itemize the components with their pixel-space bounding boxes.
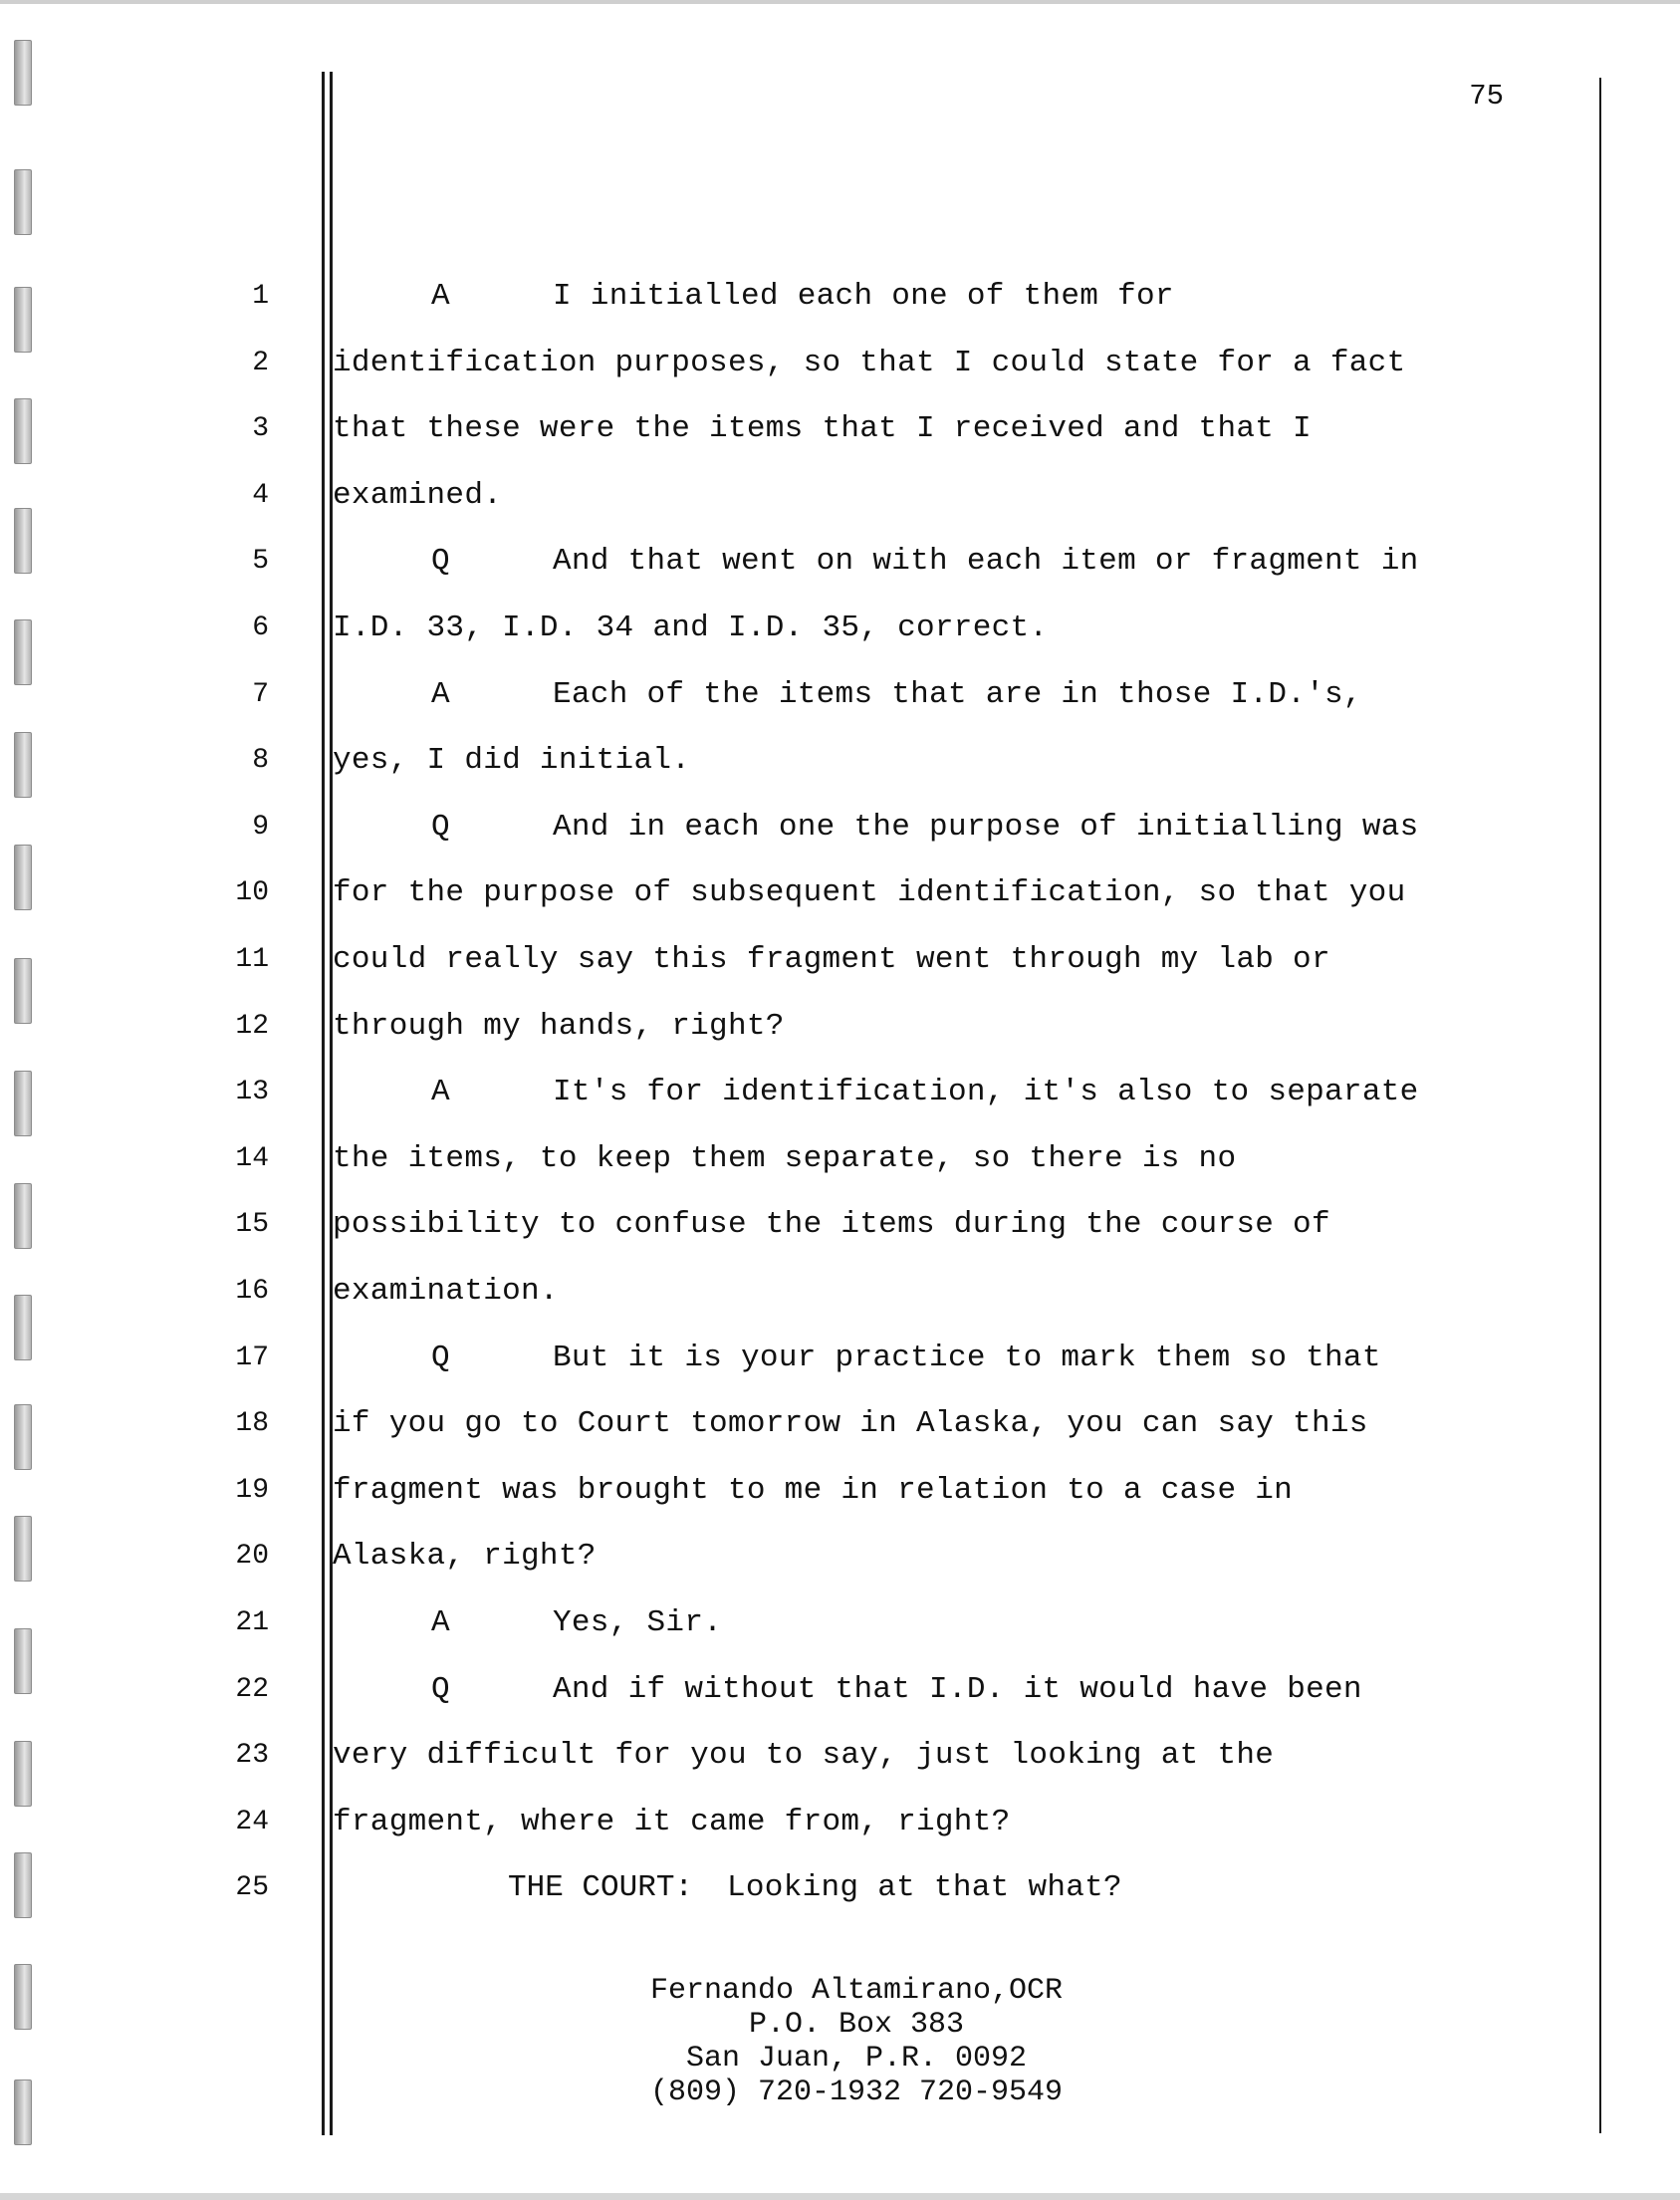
line-number: 20 — [235, 1541, 269, 1572]
speaker-label: A — [431, 279, 450, 314]
reporter-name: Fernando Altamirano,OCR — [649, 1974, 1064, 2008]
punch-hole — [14, 1071, 32, 1136]
testimony-line: Yes, Sir. — [553, 1605, 723, 1640]
line-number: 25 — [235, 1872, 269, 1903]
punch-hole — [14, 398, 32, 464]
punch-hole — [14, 1628, 32, 1694]
punch-hole — [14, 1183, 32, 1249]
line-number: 16 — [235, 1276, 269, 1307]
punch-hole — [14, 2079, 32, 2145]
line-number: 1 — [252, 281, 269, 312]
testimony-line: examined. — [333, 478, 503, 513]
punch-hole — [14, 845, 32, 910]
punch-hole — [14, 619, 32, 685]
line-number: 17 — [235, 1343, 269, 1373]
page-number: 75 — [1469, 80, 1504, 113]
testimony-line: It's for identification, it's also to separate — [553, 1075, 1419, 1109]
testimony-line: through my hands, right? — [333, 1009, 785, 1044]
line-number: 23 — [235, 1740, 269, 1771]
page-bottom-edge — [0, 2193, 1680, 2200]
reporter-phone: (809) 720-1932 720-9549 — [649, 2076, 1064, 2109]
testimony-line: the items, to keep them separate, so there is no — [333, 1141, 1237, 1176]
line-number: 13 — [235, 1077, 269, 1107]
left-margin-rule — [322, 72, 325, 2135]
testimony-line: And that went on with each item or fragment in — [553, 544, 1419, 579]
testimony-line: yes, I did initial. — [333, 743, 691, 778]
line-number: 24 — [235, 1807, 269, 1837]
testimony-line: But it is your practice to mark them so that — [553, 1341, 1381, 1375]
speaker-label: A — [431, 677, 450, 712]
punch-hole — [14, 169, 32, 235]
testimony-line: possibility to confuse the items during the course of — [333, 1207, 1330, 1242]
reporter-city: San Juan, P.R. 0092 — [685, 2042, 1028, 2076]
line-number: 7 — [252, 679, 269, 710]
line-number: 15 — [235, 1209, 269, 1240]
line-number: 18 — [235, 1408, 269, 1439]
line-number: 8 — [252, 745, 269, 776]
line-number: 4 — [252, 480, 269, 511]
line-number: 9 — [252, 812, 269, 843]
punch-hole — [14, 1516, 32, 1582]
speaker-label: Q — [431, 1341, 450, 1375]
testimony-line: for the purpose of subsequent identification, so that you — [333, 875, 1406, 910]
speaker-label: Q — [431, 810, 450, 845]
punch-hole — [14, 40, 32, 106]
testimony-line: Looking at that what? — [727, 1870, 1122, 1905]
line-number: 3 — [252, 413, 269, 444]
testimony-line: if you go to Court tomorrow in Alaska, you can say this — [333, 1406, 1368, 1441]
line-number: 12 — [235, 1011, 269, 1042]
speaker-label: Q — [431, 1672, 450, 1707]
punch-hole — [14, 1741, 32, 1807]
right-margin-rule — [1599, 78, 1601, 2133]
line-number: 5 — [252, 546, 269, 577]
court-label: THE COURT: — [508, 1870, 694, 1905]
testimony-line: And if without that I.D. it would have been — [553, 1672, 1362, 1707]
testimony-line: fragment, where it came from, right? — [333, 1805, 1011, 1839]
testimony-line: Each of the items that are in those I.D.'s, — [553, 677, 1362, 712]
testimony-line: that these were the items that I received and that I — [333, 411, 1312, 446]
speaker-label: Q — [431, 544, 450, 579]
testimony-line: I.D. 33, I.D. 34 and I.D. 35, correct. — [333, 611, 1049, 645]
punch-hole — [14, 1852, 32, 1918]
testimony-line: I initialled each one of them for — [553, 279, 1174, 314]
line-number: 19 — [235, 1475, 269, 1506]
line-number: 6 — [252, 612, 269, 643]
punch-hole — [14, 508, 32, 574]
line-number: 21 — [235, 1607, 269, 1638]
testimony-line: very difficult for you to say, just looking at the — [333, 1738, 1275, 1773]
testimony-line: And in each one the purpose of initialling was — [553, 810, 1419, 845]
testimony-line: fragment was brought to me in relation to a case in — [333, 1473, 1294, 1508]
line-number: 14 — [235, 1143, 269, 1174]
speaker-label: A — [431, 1075, 450, 1109]
line-number: 11 — [235, 944, 269, 975]
page-top-edge — [0, 0, 1680, 4]
punch-hole — [14, 1295, 32, 1360]
testimony-line: Alaska, right? — [333, 1539, 597, 1574]
reporter-po-box: P.O. Box 383 — [748, 2008, 965, 2042]
punch-hole — [14, 1964, 32, 2030]
line-number: 10 — [235, 877, 269, 908]
punch-hole — [14, 732, 32, 798]
punch-hole — [14, 287, 32, 353]
testimony-line: identification purposes, so that I could state for a fact — [333, 346, 1406, 380]
line-number: 22 — [235, 1674, 269, 1705]
punch-hole — [14, 1404, 32, 1470]
testimony-line: examination. — [333, 1274, 559, 1309]
line-number: 2 — [252, 348, 269, 378]
speaker-label: A — [431, 1605, 450, 1640]
punch-hole — [14, 958, 32, 1024]
testimony-line: could really say this fragment went through my lab or — [333, 942, 1330, 977]
